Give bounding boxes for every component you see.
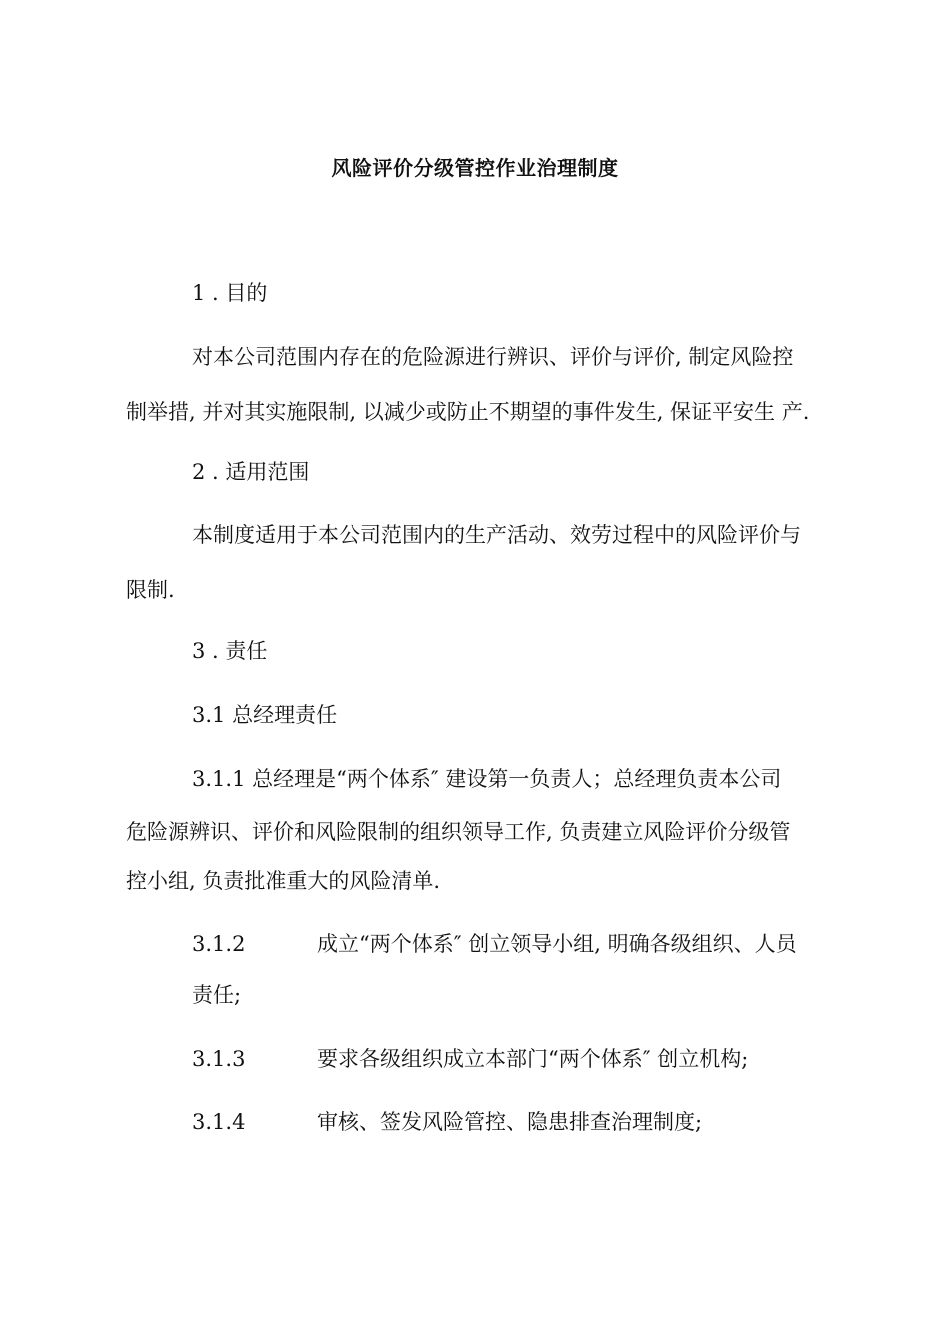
item-3-1-3-number: 3.1.3 — [192, 1047, 246, 1071]
item-3-1-2-number: 3.1.2 — [192, 932, 246, 956]
section-1-paragraph-line-1: 对本公司范围内存在的危险源进行辨识、评价与评价, 制定风险控 — [192, 345, 794, 369]
section-1-paragraph-line-2: 制举措, 并对其实施限制, 以减少或防止不期望的事件发生, 保证平安生 产. — [126, 400, 810, 424]
item-3-1-4-line-1: 审核、签发风险管控、隐患排查治理制度; — [317, 1110, 703, 1134]
section-2-paragraph-line-1: 本制度适用于本公司范围内的生产活动、效劳过程中的风险评价与 — [192, 523, 801, 547]
section-3-heading: 3 . 责任 — [192, 639, 268, 663]
section-3-1-1-line-1: 3.1.1 总经理是“两个体系″ 建设第一负责人；总经理负责本公司 — [192, 767, 782, 791]
document-title: 风险评价分级管控作业治理制度 — [331, 156, 619, 180]
section-3-1-heading: 3.1 总经理责任 — [192, 703, 338, 727]
item-3-1-2-line-1: 成立“两个体系″ 创立领导小组, 明确各级组织、人员 — [317, 932, 797, 956]
section-1-heading: 1 . 目的 — [192, 281, 268, 305]
section-3-1-1-line-2: 危险源辨识、评价和风险限制的组织领导工作, 负责建立风险评价分级管 — [126, 820, 791, 844]
item-3-1-3-line-1: 要求各级组织成立本部门“两个体系″ 创立机构; — [317, 1047, 749, 1071]
section-2-heading: 2 . 适用范围 — [192, 460, 310, 484]
item-3-1-4-number: 3.1.4 — [192, 1110, 246, 1134]
section-2-paragraph-line-2: 限制. — [126, 578, 175, 602]
section-3-1-1-line-3: 控小组, 负责批准重大的风险清单. — [126, 869, 441, 893]
item-3-1-2-line-2: 责任; — [192, 983, 242, 1007]
